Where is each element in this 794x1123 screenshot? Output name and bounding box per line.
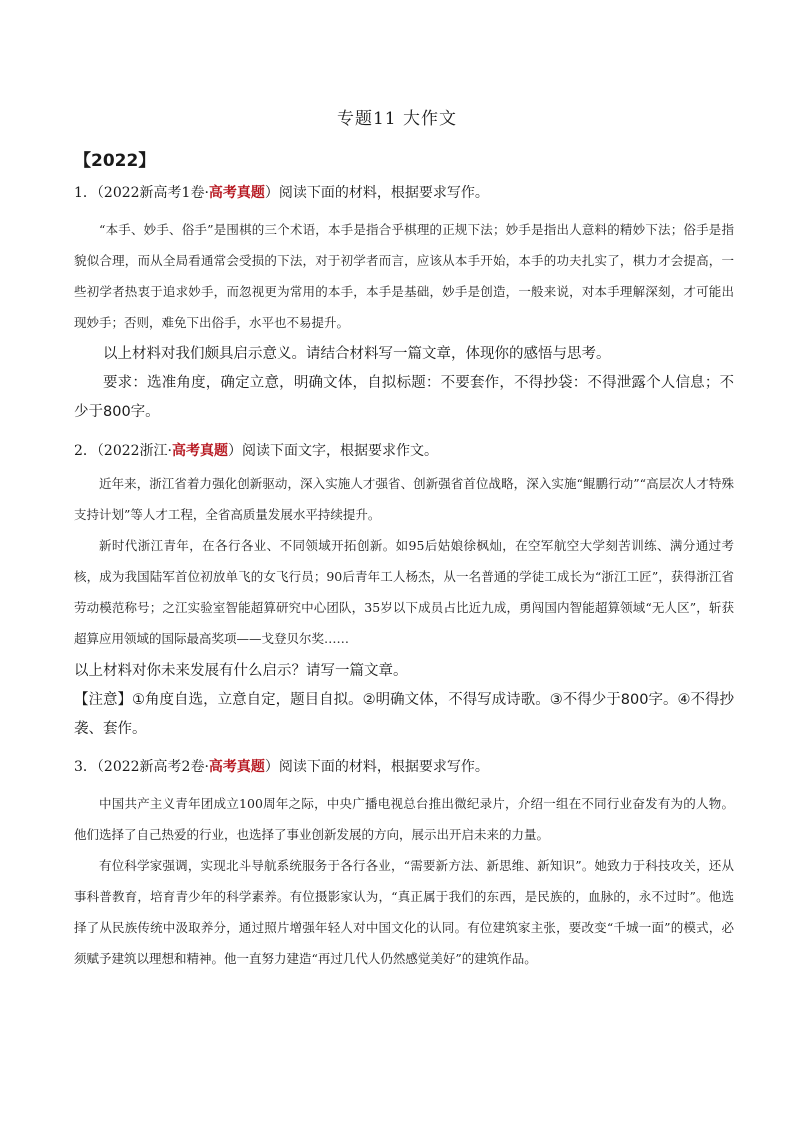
question-3-source: 2022新高考2卷· [103,759,209,775]
question-2-number: 2．（ [74,443,104,459]
question-1-header [74,183,734,203]
page-title: 专题11 大作文 [336,109,458,129]
question-2-requirements [74,657,734,744]
question-2-note: 【注意】①角度自选，立意自定，题目自拟。②明确文体，不得写成诗歌。③不得少于800字。④不得抄袭、套作。 [74,692,734,737]
question-1-tag: 高考真题 [208,185,265,201]
question-2-header [74,441,734,461]
question-3-paragraph-2: 有位科学家强调，实现北斗导航系统服务于各行各业，“需要新方法、新思维、新知识”。她致力于科技攻关，还从事科普教育，培育青少年的科学素养。有位摄影家认为，“真正属于我们的东西，是民族的，血脉的，永不过时”。他选择了从民族传统中汲取养分，通过照片增强年轻人对中国文化的认同。有位建筑家主张，要改变“千城一面”的模式，必须赋予建筑以理想和精神。他一直努力建造“再过几代人仍然感觉美好”的建筑作品。 [74,858,734,966]
question-1-number: 1．（ [74,185,104,201]
section-heading: 【2022】 [74,151,156,171]
question-2-prompt: 以上材料对你未来发展有什么启示？请写一篇文章。 [74,663,408,679]
question-2-paragraph-1: 近年来，浙江省着力强化创新驱动，深入实施人才强省、创新强省首位战略，深入实施“鲲鹏行动”“高层次人才特殊支持计划”等人才工程，全省高质量发展水平持续提升。 [74,476,734,522]
question-3-material [74,788,734,974]
question-2-material [74,468,734,654]
question-1-requirements [74,340,734,427]
question-2-instruction: ）阅读下面文字，根据要求作文。 [228,443,439,459]
question-1-material [74,214,734,338]
question-3-number: 3．（ [74,759,104,775]
question-1-prompt: 以上材料对我们颇具启示意义。请结合材料写一篇文章，体现你的感悟与思考。 [103,346,611,362]
question-1-instruction: ）阅读下面的材料，根据要求写作。 [264,185,489,201]
question-2-paragraph-2: 新时代浙江青年，在各行各业、不同领域开拓创新。如95后姑娘徐枫灿，在空军航空大学刻苦训练、满分通过考核，成为我国陆军首位初放单飞的女飞行员；90后青年工人杨杰，从一名普通的学徒工成长为“浙江工匠”，获得浙江省劳动模范称号；之江实验室智能超算研究中心团队，35岁以下成员占比近九成，勇闯国内智能超算领域“无人区”，斩获超算应用领域的国际最高奖项——戈登贝尔奖…… [74,538,734,646]
question-3-instruction: ）阅读下面的材料，根据要求写作。 [264,759,489,775]
question-1-require: 要求：选准角度，确定立意，明确文体，自拟标题：不要套作，不得抄袋：不得泄露个人信息；不少于800字。 [74,375,734,420]
question-3-header [74,757,734,777]
question-1-material-text: “本手、妙手、俗手”是围棋的三个术语，本手是指合乎棋理的正规下法；妙手是指出人意料的精妙下法；俗手是指貌似合理，而从全局看通常会受损的下法，对于初学者而言，应该从本手开始，本手的功夫扎实了，棋力才会提高，一些初学者热衷于追求妙手，而忽视更为常用的本手，本手是基础，妙手是创造，一般来说，对本手理解深刻，才可能出现妙手；否则，难免下出俗手，水平也不易提升。 [74,222,734,330]
question-2-source: 2022浙江· [103,443,173,459]
question-3-tag: 高考真题 [208,759,265,775]
question-3-paragraph-1: 中国共产主义青年团成立100周年之际，中央广播电视总台推出微纪录片，介绍一组在不同行业奋发有为的人物。他们选择了自己热爱的行业，也选择了事业创新发展的方向，展示出开启未来的力量。 [74,796,734,842]
question-2-tag: 高考真题 [172,443,229,459]
question-1-source: 2022新高考1卷· [103,185,209,201]
